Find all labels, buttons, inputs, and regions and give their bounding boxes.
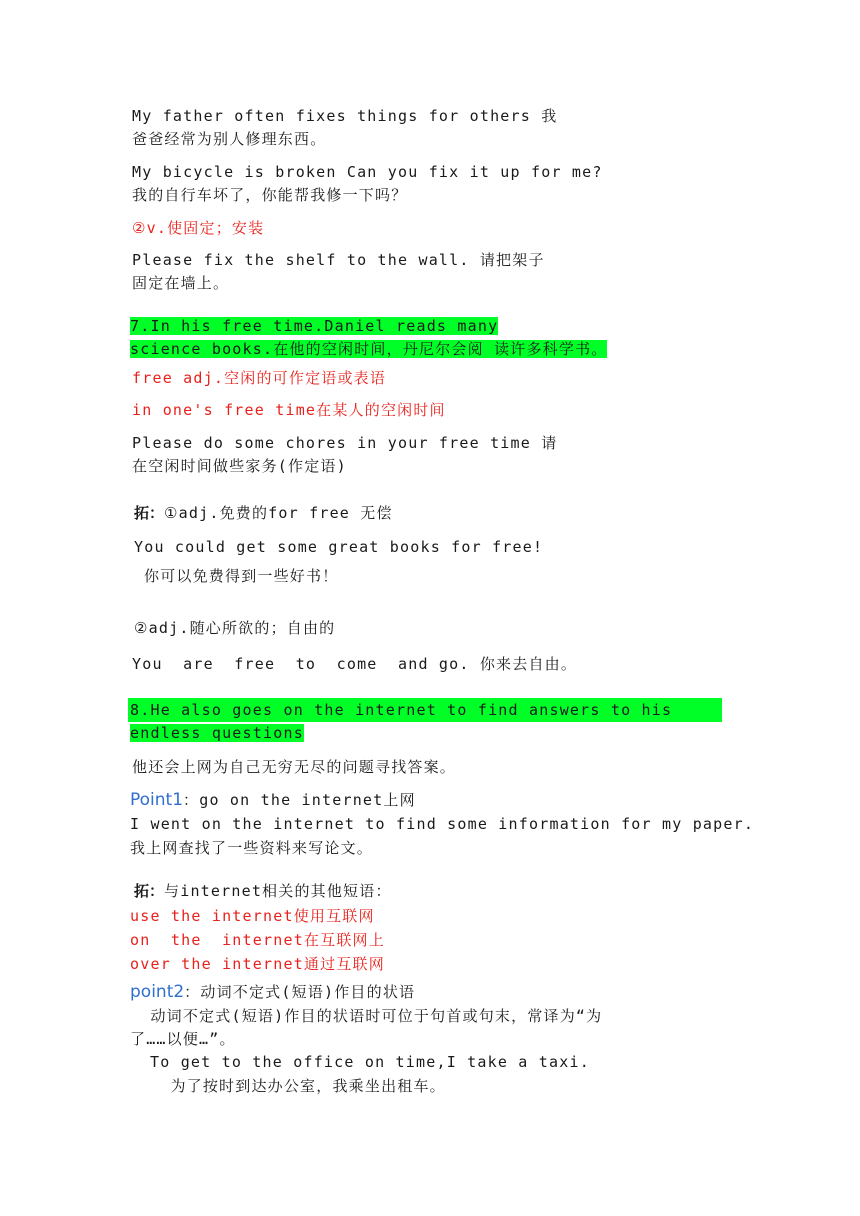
example-sentence: To get to the office on time,I take a taxi.	[150, 1053, 590, 1071]
explanation-text: 了……以便…”。	[130, 1030, 236, 1048]
highlighted-text: 7.In his free time.Daniel reads many	[130, 317, 499, 335]
meaning-heading: ②v.使固定；安装	[132, 219, 265, 237]
extension-line	[134, 880, 392, 902]
phrase-item: over the internet通过互联网	[130, 955, 385, 973]
extension-text: 与internet相关的其他短语：	[164, 882, 392, 900]
highlighted-text: science books.在他的空闲时间，丹尼尔会阅 读许多科学书。	[130, 340, 608, 358]
meaning-line: ②adj.随心所欲的；自由的	[134, 619, 336, 637]
example-translation: 你可以免费得到一些好书！	[144, 567, 339, 585]
point-2-text: ：动词不定式(短语)作目的状语	[184, 983, 416, 1001]
example-sentence: Please do some chores in your free time 请	[132, 434, 558, 452]
point-1-text: ：go on the internet上网	[183, 791, 416, 809]
phrase-item: on the internet在互联网上	[130, 931, 385, 949]
example-translation: 为了按时到达办公室，我乘坐出租车。	[150, 1077, 446, 1095]
highlighted-text: endless questions	[130, 724, 304, 742]
example-sentence: I went on the internet to find some information for my paper.	[130, 815, 755, 833]
sentence-7-line-1	[130, 315, 498, 337]
point-2-line	[130, 981, 415, 1003]
example-sentence: My father often fixes things for others 我	[132, 107, 558, 125]
example-sentence: You are free to come and go. 你来去自由。	[132, 655, 578, 673]
example-sentence: Please fix the shelf to the wall. 请把架子	[132, 251, 545, 269]
example-translation: 在空闲时间做些家务(作定语)	[132, 457, 347, 475]
example-translation: 爸爸经常为别人修理东西。	[132, 130, 327, 148]
point-1-label: Point1	[130, 790, 184, 810]
example-translation: 我上网查找了一些资料来写论文。	[130, 839, 374, 857]
point-2-label: point2	[130, 982, 185, 1002]
extension-label: 拓：	[134, 504, 165, 522]
example-translation: 我的自行车坏了，你能帮我修一下吗？	[132, 186, 408, 204]
sentence-7-line-2	[130, 338, 607, 360]
phrase-note: in one's free time在某人的空闲时间	[132, 401, 446, 419]
point-1-line	[130, 789, 416, 811]
extension-line	[134, 502, 393, 524]
example-sentence: My bicycle is broken Can you fix it up for me?	[132, 163, 603, 181]
sentence-8-translation: 他还会上网为自己无穷无尽的问题寻找答案。	[132, 758, 457, 776]
sentence-8-line-2	[130, 722, 304, 744]
sentence-8-line-1: 8.He also goes on the internet to find answers to his	[130, 701, 673, 719]
explanation-text: 动词不定式(短语)作目的状语时可位于句首或句末，常译为“为	[130, 1007, 603, 1025]
phrase-item: use the internet使用互联网	[130, 907, 375, 925]
extension-label: 拓：	[134, 882, 165, 900]
extension-text: ①adj.免费的for free 无偿	[164, 504, 393, 522]
example-sentence: You could get some great books for free!	[134, 538, 544, 556]
example-translation: 固定在墙上。	[132, 274, 230, 292]
grammar-note: free adj.空闲的可作定语或表语	[132, 369, 387, 387]
